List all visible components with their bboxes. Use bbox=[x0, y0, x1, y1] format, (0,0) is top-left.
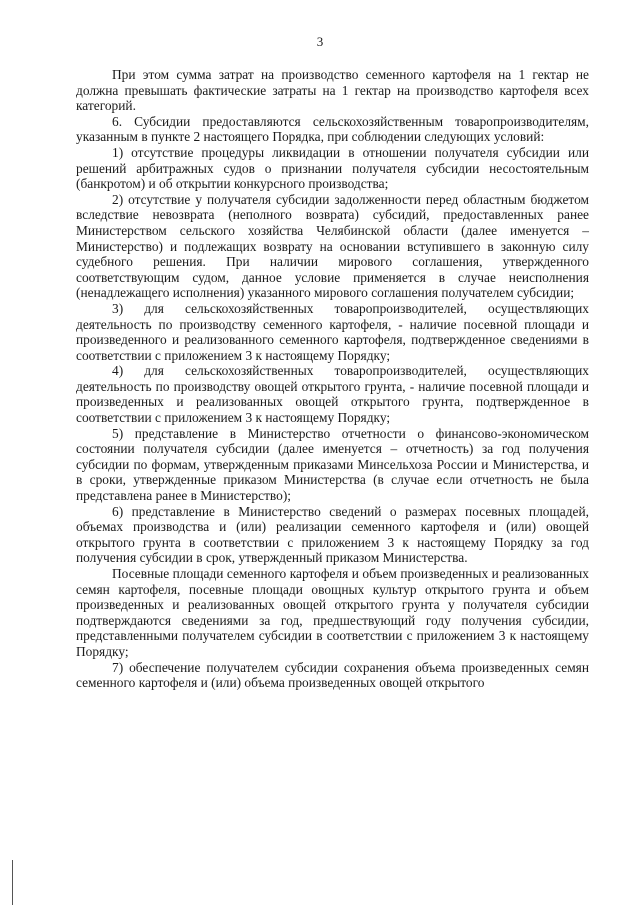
scan-edge-line bbox=[12, 860, 13, 905]
paragraph-cost-limit: При этом сумма затрат на производство семенного картофеля на 1 гектар не должна превышать фактические затраты на 1 гектар на производство картофеля всех категорий. bbox=[76, 67, 589, 114]
paragraph-condition-6: 6) представление в Министерство сведений о размерах посевных площадей, объемах производства и (или) реализации семенного картофеля и (или) овощей открытого грунта в соответствии с приложением 3 к настоящему Порядку за год получения субсидии в срок, утвержденный приказом Министерства. bbox=[76, 503, 589, 566]
paragraph-condition-5: 5) представление в Министерство отчетности о финансово-экономическом состоянии получателя субсидии (далее именуется – отчетность) за год получения субсидии по формам, утвержденным приказами Минсельхоза России и Министерства, и в сроки, утвержденные приказом Министерства (в случае если отчетность не была представлена ранее в Министерство); bbox=[76, 425, 589, 504]
paragraph-item-6: 6. Субсидии предоставляются сельскохозяйственным товаропроизводителям, указанным в пункте 2 настоящего Порядка, при соблюдении следующих условий: bbox=[76, 113, 589, 145]
paragraph-condition-2: 2) отсутствие у получателя субсидии задолженности перед областным бюджетом вследствие невозврата (неполного возврата) субсидий, предоставленных ранее Министерством сельского хозяйства Челябинской области (далее именуется – Министерство) и подлежащих возврату на основании вступившего в законную силу судебного решения. При наличии мирового соглашения, утвержденного соответствующим судом, данное условие применяется в случае неисполнения (ненадлежащего исполнения) указанного мирового соглашения получателем субсидии; bbox=[76, 191, 589, 301]
paragraph-confirmation: Посевные площади семенного картофеля и объем произведенных и реализованных семян картофеля, посевные площади овощных культур открытого грунта и объем произведенных и реализованных овощей открытого грунта у получателя субсидии подтверждаются сведениями за год, предшествующий году получения субсидии, представленными получателем субсидии в соответствии с приложением 3 к настоящему Порядку; bbox=[76, 566, 589, 659]
paragraph-condition-7: 7) обеспечение получателем субсидии сохранения объема произведенных семян семенного картофеля и (или) объема произведенных овощей открытого bbox=[76, 659, 589, 691]
paragraph-condition-4: 4) для сельскохозяйственных товаропроизводителей, осуществляющих деятельность по производству овощей открытого грунта, - наличие посевной площади и произведенных и реализованных овощей открытого грунта, подтвержденное в соответствии с приложением 3 к настоящему Порядку; bbox=[76, 363, 589, 426]
document-body bbox=[76, 67, 589, 691]
paragraph-condition-3: 3) для сельскохозяйственных товаропроизводителей, осуществляющих деятельность по производству семенного картофеля, - наличие посевной площади и произведенного и реализованного семенного картофеля, подтвержденное сведениями в соответствии с приложением 3 к настоящему Порядку; bbox=[76, 300, 589, 363]
paragraph-condition-1: 1) отсутствие процедуры ликвидации в отношении получателя субсидии или решений арбитражных судов о признании получателя субсидии несостоятельным (банкротом) и об открытии конкурсного производства; bbox=[76, 144, 589, 192]
page-number: 3 bbox=[316, 34, 324, 49]
